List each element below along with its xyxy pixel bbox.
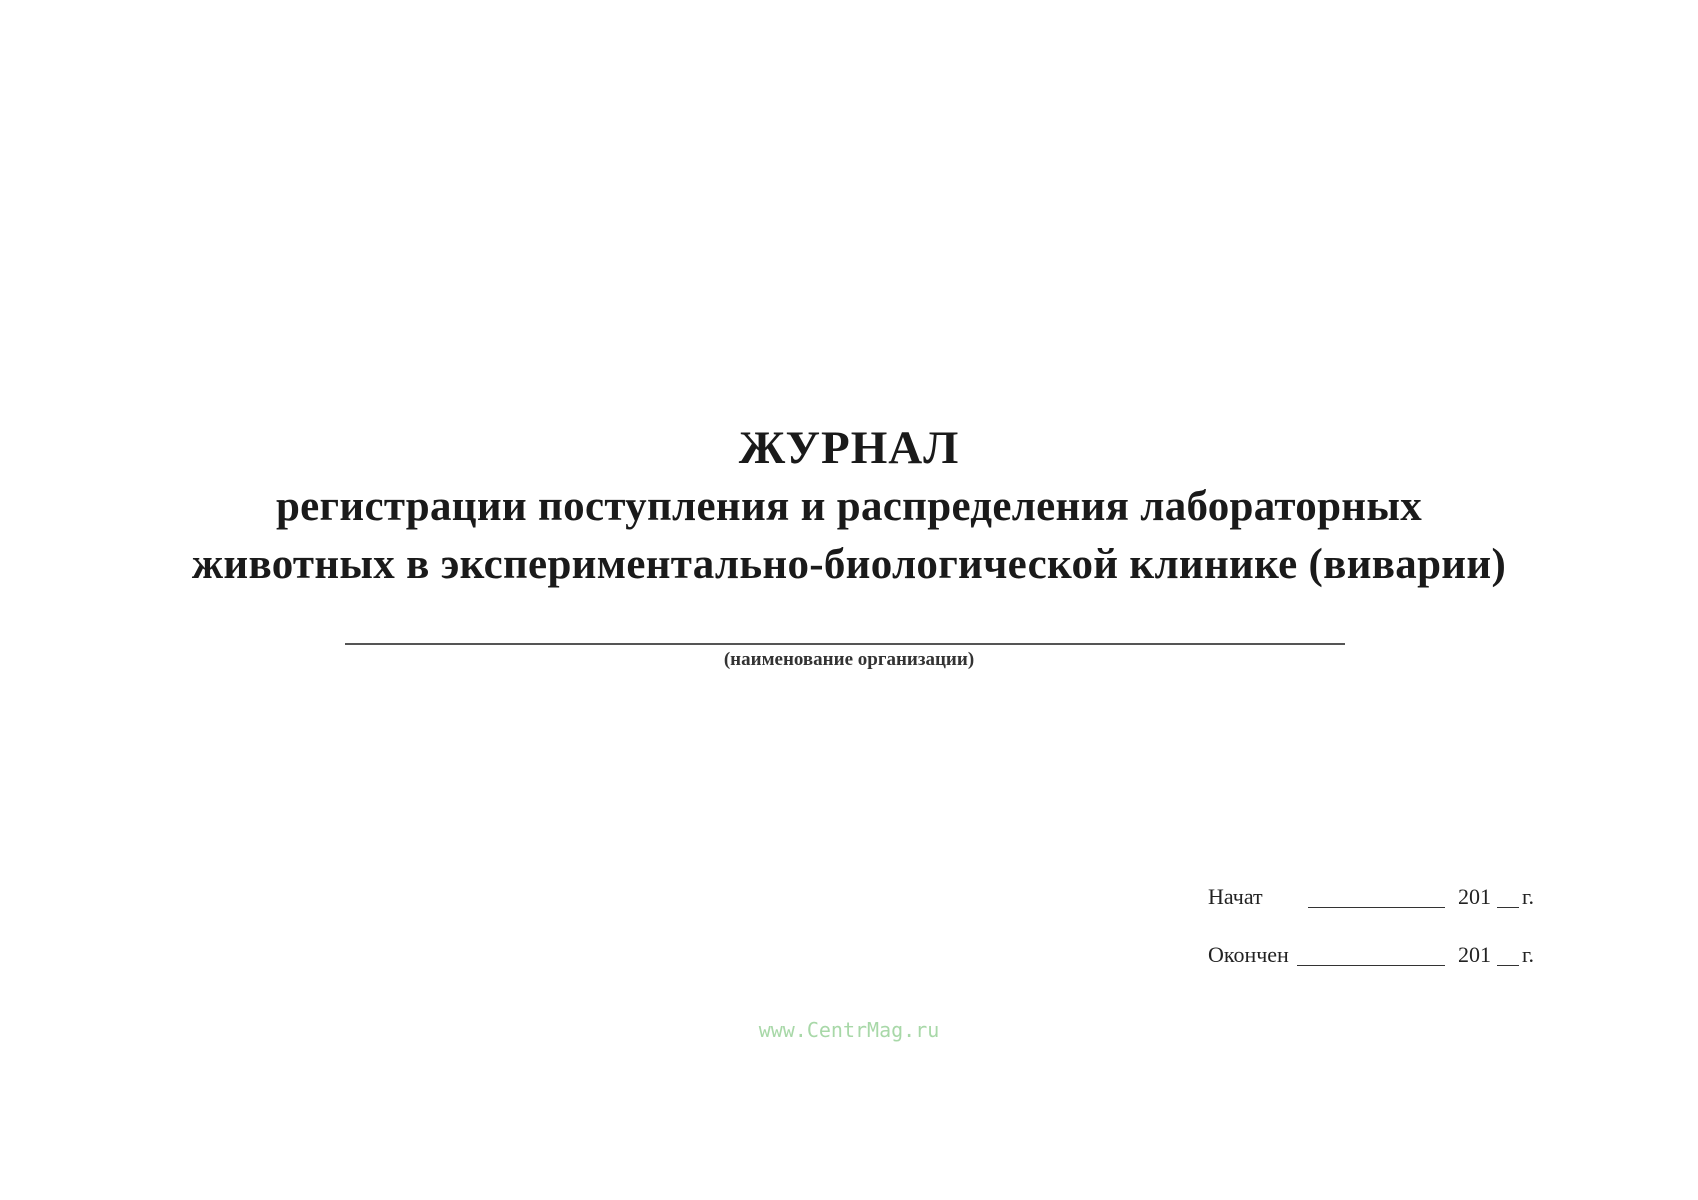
end-date-blank <box>1297 965 1445 966</box>
start-year-prefix: 201 <box>1458 884 1491 909</box>
start-date-blank <box>1308 907 1445 908</box>
start-date-row <box>1208 882 1548 914</box>
end-date-row <box>1208 940 1548 972</box>
watermark: www.CentrMag.ru <box>758 1018 940 1042</box>
organization-name-line <box>345 643 1345 645</box>
document-subtitle-line-1: регистрации поступления и распределения лабораторных <box>275 483 1423 530</box>
organization-caption: (наименование организации) <box>723 649 975 670</box>
end-year-blank <box>1497 965 1519 966</box>
end-year-prefix: 201 <box>1458 942 1491 967</box>
document-subtitle-line-2: животных в экспериментально-биологической клинике (виварии) <box>191 541 1507 588</box>
document-title: ЖУРНАЛ <box>738 422 960 474</box>
end-date-label: Окончен <box>1208 942 1289 967</box>
start-date-label: Начат <box>1208 884 1263 909</box>
start-year-blank <box>1497 907 1519 908</box>
start-year-suffix: г. <box>1522 884 1535 909</box>
end-year-suffix: г. <box>1522 942 1535 967</box>
title-block <box>0 418 1698 594</box>
